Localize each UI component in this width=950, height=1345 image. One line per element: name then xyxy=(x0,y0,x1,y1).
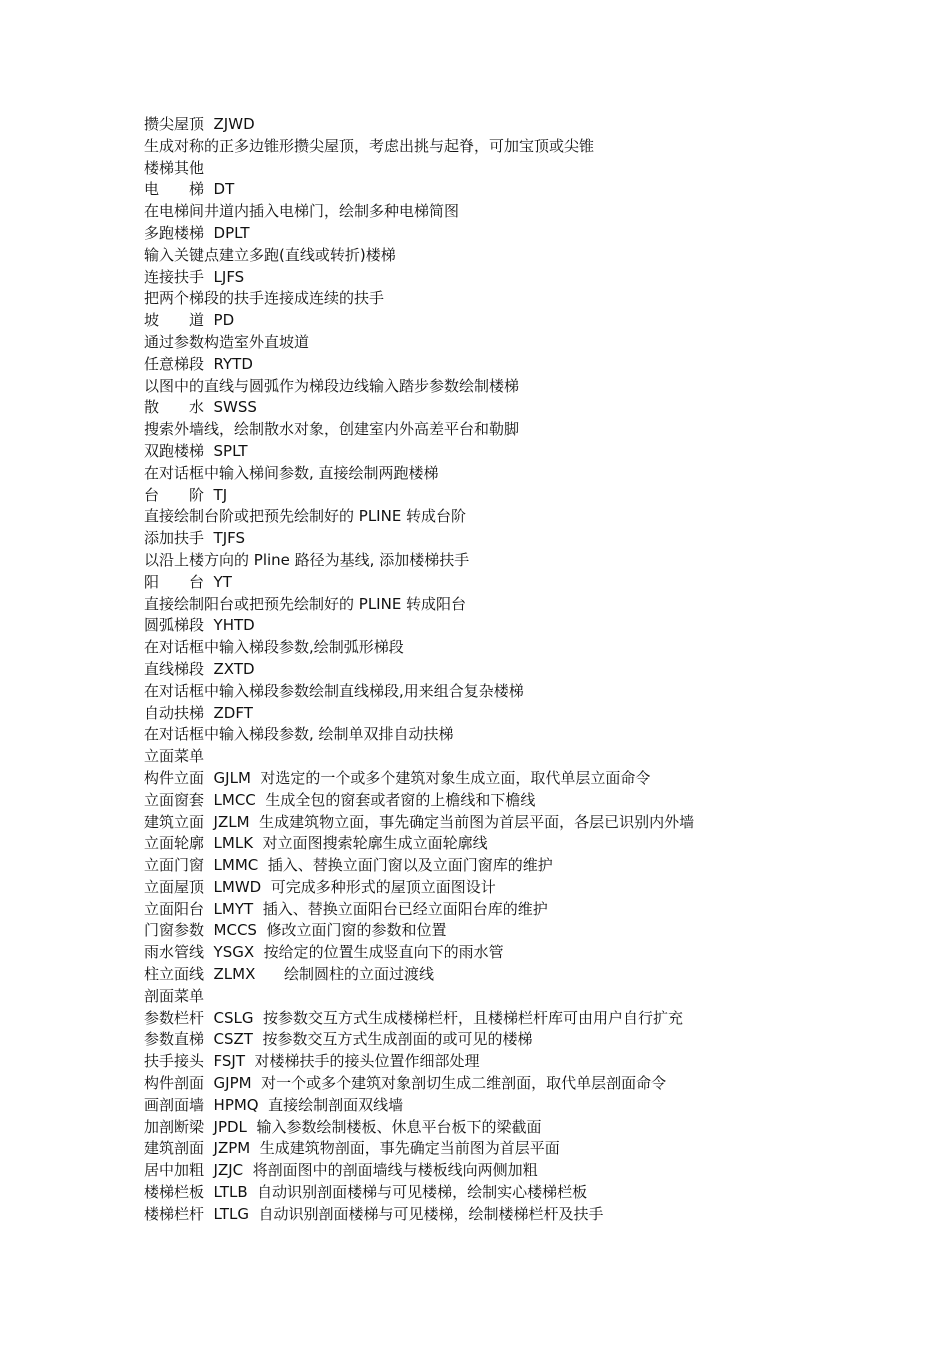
text-line: 在对话框中输入梯段参数绘制直线梯段,用来组合复杂楼梯 xyxy=(144,681,524,700)
text-line: 电 梯 DT xyxy=(144,180,235,199)
text-line: 把两个梯段的扶手连接成连续的扶手 xyxy=(144,289,385,308)
section-heading: 楼梯其他 xyxy=(144,158,205,177)
text-line: 生成对称的正多边锥形攒尖屋顶，考虑出挑与起脊，可加宝顶或尖锥 xyxy=(144,136,595,155)
text-line: 以沿上楼方向的 Pline 路径为基线, 添加楼梯扶手 xyxy=(144,550,470,569)
text-line: 添加扶手 TJFS xyxy=(144,529,246,548)
text-line: 立面轮廓 LMLK 对立面图搜索轮廓生成立面轮廓线 xyxy=(144,834,488,853)
text-line: 双跑楼梯 SPLT xyxy=(144,441,248,460)
text-line: 直线梯段 ZXTD xyxy=(144,659,255,678)
document-body xyxy=(144,114,924,1226)
text-line: 参数直梯 CSZT 按参数交互方式生成剖面的或可见的楼梯 xyxy=(144,1030,533,1049)
section-heading: 立面菜单 xyxy=(144,747,205,766)
text-line: 构件立面 GJLM 对选定的一个或多个建筑对象生成立面，取代单层立面命令 xyxy=(144,768,651,787)
text-line: 建筑立面 JZLM 生成建筑物立面，事先确定当前图为首层平面，各层已识别内外墙 xyxy=(144,812,695,831)
text-line: 楼梯栏板 LTLB 自动识别剖面楼梯与可见楼梯，绘制实心楼梯栏板 xyxy=(144,1183,588,1202)
text-line: 输入关键点建立多跑(直线或转折)楼梯 xyxy=(144,245,396,264)
text-line: 立面屋顶 LMWD 可完成多种形式的屋顶立面图设计 xyxy=(144,877,496,896)
text-line: 居中加粗 JZJC 将剖面图中的剖面墙线与楼板线向两侧加粗 xyxy=(144,1161,538,1180)
text-line: 通过参数构造室外直坡道 xyxy=(144,332,310,351)
text-line: 在电梯间井道内插入电梯门，绘制多种电梯简图 xyxy=(144,202,460,221)
section-heading: 剖面菜单 xyxy=(144,986,205,1005)
text-line: 构件剖面 GJPM 对一个或多个建筑对象剖切生成二维剖面，取代单层剖面命令 xyxy=(144,1074,667,1093)
text-line: 建筑剖面 JZPM 生成建筑物剖面，事先确定当前图为首层平面 xyxy=(144,1139,560,1158)
text-line: 多跑楼梯 DPLT xyxy=(144,223,250,242)
text-line: 任意梯段 RYTD xyxy=(144,354,253,373)
text-line: 加剖断梁 JPDL 输入参数绘制楼板、休息平台板下的梁截面 xyxy=(144,1117,542,1136)
text-line: 圆弧梯段 YHTD xyxy=(144,616,255,635)
text-line: 门窗参数 MCCS 修改立面门窗的参数和位置 xyxy=(144,921,447,940)
text-line: 连接扶手 LJFS xyxy=(144,267,245,286)
text-line: 扶手接头 FSJT 对楼梯扶手的接头位置作细部处理 xyxy=(144,1052,480,1071)
text-line: 雨水管线 YSGX 按给定的位置生成竖直向下的雨水管 xyxy=(144,943,504,962)
text-line: 楼梯栏杆 LTLG 自动识别剖面楼梯与可见楼梯，绘制楼梯栏杆及扶手 xyxy=(144,1204,604,1223)
text-line: 攒尖屋顶 ZJWD xyxy=(144,115,255,133)
text-line: 阳 台 YT xyxy=(144,572,232,591)
text-line: 坡 道 PD xyxy=(144,311,235,330)
text-line: 在对话框中输入梯段参数, 绘制单双排自动扶梯 xyxy=(144,725,454,744)
text-line: 直接绘制台阶或把预先绘制好的 PLINE 转成台阶 xyxy=(144,507,467,526)
text-line: 在对话框中输入梯段参数,绘制弧形梯段 xyxy=(144,638,404,657)
text-line: 台 阶 TJ xyxy=(144,485,228,504)
text-line: 搜索外墙线，绘制散水对象，创建室内外高差平台和勒脚 xyxy=(144,420,520,439)
text-line: 自动扶梯 ZDFT xyxy=(144,703,253,722)
text-line: 以图中的直线与圆弧作为梯段边线输入踏步参数绘制楼梯 xyxy=(144,376,520,395)
text-line: 立面阳台 LMYT 插入、替换立面阳台已经立面阳台库的维护 xyxy=(144,899,548,918)
text-line: 散 水 SWSS xyxy=(144,398,257,417)
text-line: 立面门窗 LMMC 插入、替换立面门窗以及立面门窗库的维护 xyxy=(144,856,553,875)
text-line: 柱立面线 ZLMX 绘制圆柱的立面过渡线 xyxy=(144,965,434,984)
text-line: 画剖面墙 HPMQ 直接绘制剖面双线墙 xyxy=(144,1095,404,1114)
text-line: 参数栏杆 CSLG 按参数交互方式生成楼梯栏杆，且楼梯栏杆库可由用户自行扩充 xyxy=(144,1008,684,1027)
text-line: 立面窗套 LMCC 生成全包的窗套或者窗的上檐线和下檐线 xyxy=(144,790,536,809)
text-line: 在对话框中输入梯间参数, 直接绘制两跑楼梯 xyxy=(144,463,439,482)
text-line: 直接绘制阳台或把预先绘制好的 PLINE 转成阳台 xyxy=(144,594,467,613)
